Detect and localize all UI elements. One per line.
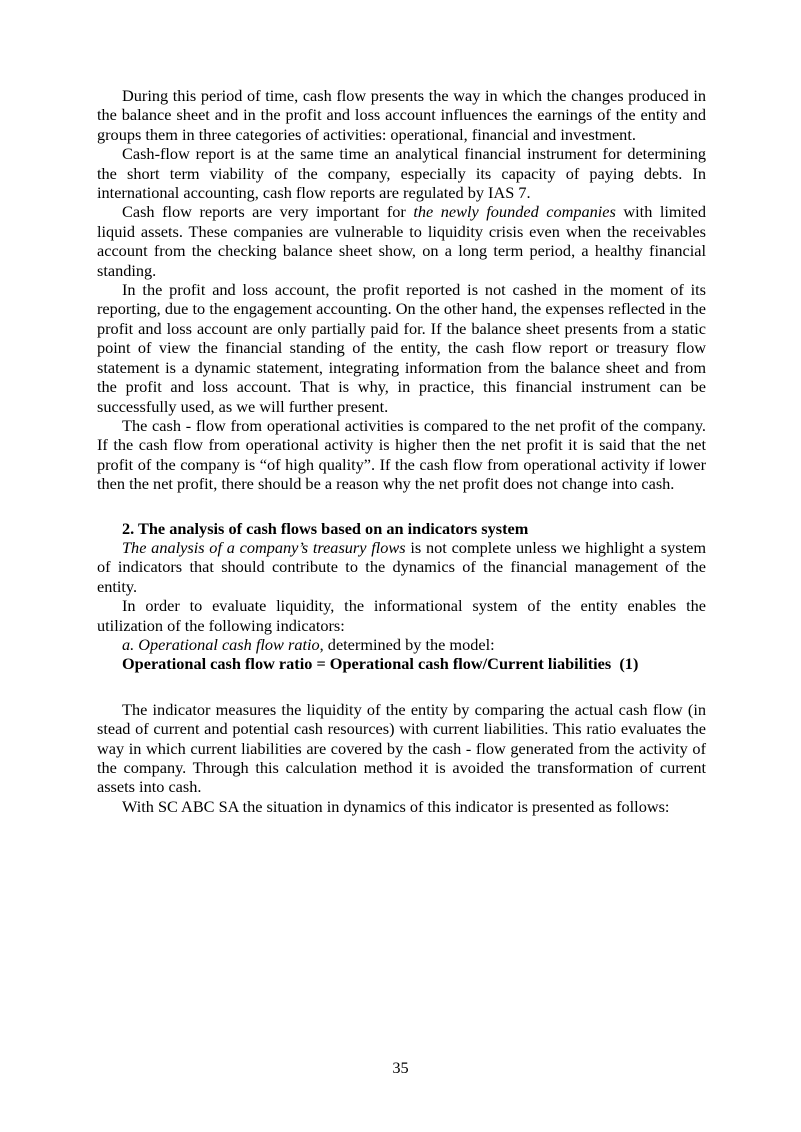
text-run: In the profit and loss account, the profit reported is not cashed in the moment of its reporting, due to the engagement accounting. On the other hand, the expenses reflected in the profit and loss account are only partially paid for. If the balance sheet presents from a static point of view the financial standing of the entity, the cash flow report or treasury flow statement is a dynamic statement, integrating information from the balance sheet and from the profit and loss account. That is why, in practice, this financial instrument can be successfully used, as we will further present. (97, 280, 706, 416)
text-run: , determined by the model: (319, 634, 495, 654)
text-run: With SC ABC SA the situation in dynamics of this indicator is presented as follows: (122, 796, 670, 816)
formula-operational-cash-flow-ratio (97, 654, 706, 673)
text-run: The analysis of a company’s treasury flows (122, 537, 406, 557)
text-run: In order to evaluate liquidity, the informational system of the entity enables the utilization of the following indicators: (97, 596, 706, 635)
paragraph-cash-flow-report (97, 144, 706, 202)
paragraph-operational-comparison (97, 416, 706, 494)
text-run: Operational cash flow ratio = Operational cash flow/Current liabilities (1) (122, 654, 639, 674)
list-item-a-operational-ratio (97, 635, 706, 654)
paragraph-cash-flow-overview (97, 86, 706, 144)
body-text (97, 86, 706, 816)
text-run: with limited liquid assets. These companies are vulnerable to liquidity crisis even when the receivables account from the checking balance sheet show, on a long term period, a healthy financial standing. (97, 202, 706, 280)
section-heading-2 (97, 519, 706, 538)
text-run: Cash flow reports are very important for (122, 202, 414, 222)
text-run: a. Operational cash flow ratio (122, 634, 320, 654)
page-number: 35 (392, 1058, 409, 1077)
text-run: During this period of time, cash flow presents the way in which the changes produced in the balance sheet and in the profit and loss account influences the earnings of the entity and groups them in three categories of activities: operational, financial and investment. (97, 86, 706, 144)
paragraph-analysis-intro (97, 538, 706, 596)
text-run: 2. The analysis of cash flows based on an indicators system (122, 518, 529, 538)
paragraph-sc-abc-sa (97, 797, 706, 816)
text-run: the newly founded companies (413, 202, 616, 222)
text-run: Cash-flow report is at the same time an analytical financial instrument for determining the short term viability of the company, especially its capacity of paying debts. In international accounting, cash flow reports are regulated by IAS 7. (97, 144, 706, 203)
paragraph-liquidity-indicators (97, 596, 706, 635)
paragraph-indicator-measures (97, 700, 706, 797)
text-run: The cash - flow from operational activities is compared to the net profit of the company. If the cash flow from operational activity is higher then the net profit it is said that the net profit of the company is “of high quality”. If the cash flow from operational activity if lower then the net profit, there should be a reason why the net profit does not change into cash. (97, 415, 706, 494)
text-run: The indicator measures the liquidity of the entity by comparing the actual cash flow (in stead of current and potential cash resources) with current liabilities. This ratio evaluates the way in which current liabilities are covered by the cash - flow generated from the activity of the company. Through this calculation method it is avoided the transformation of current assets into cash. (97, 699, 706, 797)
paragraph-newly-founded-companies (97, 202, 706, 280)
paragraph-profit-and-loss (97, 280, 706, 416)
text-run: is not complete unless we highlight a system of indicators that should contribute to the dynamics of the financial management of the entity. (97, 537, 706, 596)
